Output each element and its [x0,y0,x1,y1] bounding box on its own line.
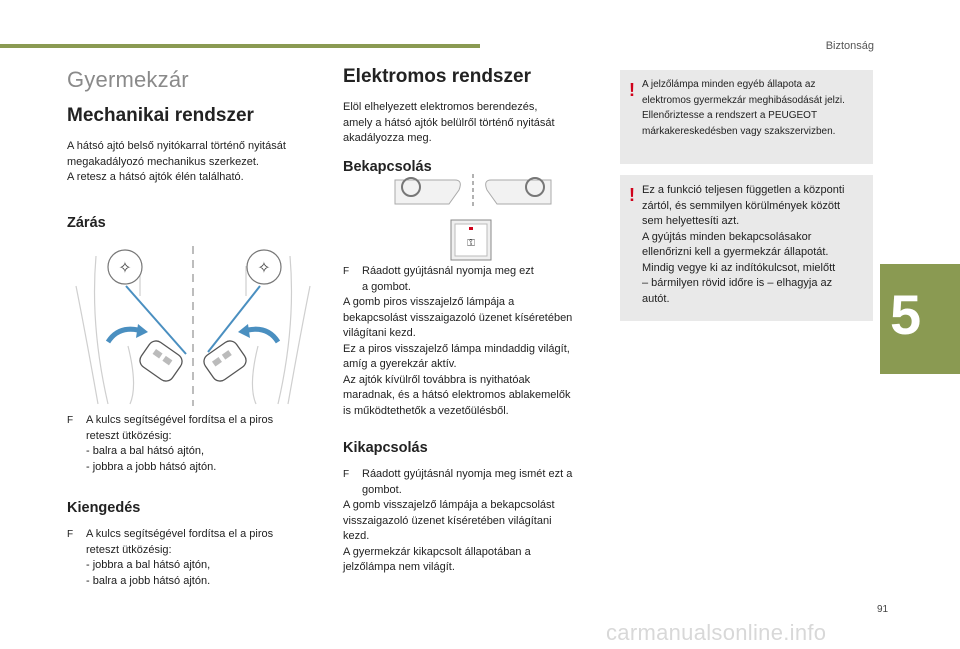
text-line: Ráadott gyújtásnál nyomja meg ezt [362,265,534,277]
text-line: jelzőlámpa nem világít. [343,561,455,573]
text-line: A kulcs segítségével fordítsa el a piros [86,528,274,540]
child-lock-button-illustration [393,172,553,262]
text-line: A kulcs segítségével fordítsa el a piros [86,414,274,426]
watermark-text: carmanualsonline.info [606,620,827,645]
text-line: világítani kezd. [343,327,416,339]
dashboard-right-icon [486,178,551,204]
svg-text:⚿: ⚿ [467,238,475,249]
heading-activation: Bekapcsolás [343,158,432,175]
text-line: amíg a gyerekzár aktív. [343,358,457,370]
text-line: is működtethetők a vezetőülésből. [343,404,509,417]
heading-deactivation: Kikapcsolás [343,440,428,456]
text-line: reteszt ütközésig: [86,429,172,442]
intro-paragraph [67,139,317,186]
text-line: megakadályozó mechanikus szerkezet. [67,155,259,168]
activation-bullet [343,264,605,295]
warning-icon: ! [629,80,635,100]
text-line: sem helyettesíti azt. [642,215,740,227]
child-lock-button-icon [451,220,491,260]
heading-unlocking: Kiengedés [67,500,141,516]
child-lock-icon-left [108,250,142,284]
heading-electric-system: Elektromos rendszer [343,66,531,87]
checkbox-icon: F [343,469,350,480]
text-line: A gomb piros visszajelző lámpája a [343,296,515,308]
locking-bullet [67,413,317,444]
svg-text:✧: ✧ [257,258,271,277]
unlocking-section [67,500,317,589]
text-line: A hátsó ajtó belső nyitókarral történő nyitását [67,140,286,152]
text-line: – bármilyen rövid időre is – elhagyja az [642,277,833,289]
text-line: bekapcsolást visszaigazoló üzenet kíséretében [343,311,573,324]
text-line: zártól, és semmilyen körülmények között [642,199,841,212]
chapter-number: 5 [890,283,922,346]
heading-mechanical-system: Mechanikai rendszer [67,105,254,126]
column-mechanical [67,60,317,231]
section-label: Biztonság [825,40,874,52]
text-line: Ez a piros visszajelző lámpa mindaddig világít, [343,342,570,355]
list-item: - jobbra a jobb hátsó ajtón. [86,460,217,473]
text-line: A gomb visszajelző lámpája a bekapcsolást [343,499,555,511]
page-title: Gyermekzár [67,67,189,92]
header-accent-bar [0,44,480,48]
text-line: amely a hátsó ajtók belülről történő nyitását [343,116,555,129]
text-line: Elöl elhelyezett elektromos berendezés, [343,101,538,113]
dashboard-left-icon [395,178,460,204]
text-line: A gyújtás minden bekapcsolásakor [642,230,812,243]
text-line: akadályozza meg. [343,132,432,144]
text-line: autót. [642,292,670,305]
list-item: - balra a bal hátsó ajtón, [86,445,205,457]
text-line: ellenőrizni kell a gyermekzár állapotát. [642,246,829,258]
text-line: kezd. [343,530,370,542]
text-line: gombot. [362,483,402,496]
text-line: márkakereskedésben vagy szakszervizben. [642,125,836,137]
text-line: Ráadott gyújtásnál nyomja meg ismét ezt a [362,468,573,480]
warning-icon: ! [629,185,635,205]
heading-locking: Zárás [67,214,106,231]
checkbox-icon: F [67,529,74,540]
text-line: A jelzőlámpa minden egyéb állapota az [642,79,816,90]
text-line: Az ajtók kívülről továbbra is nyithatóak [343,373,531,386]
rear-door-lock-illustration [68,246,318,406]
warning-box-malfunction [620,70,873,164]
svg-text:✧: ✧ [118,258,132,277]
text-line: Ez a funkció teljesen független a központi [642,184,845,196]
text-line: Mindig vegye ki az indítókulcsot, mielőtt [642,261,836,274]
text-line: A retesz a hátsó ajtók élén található. [67,171,244,183]
warning-box-independent [620,175,873,321]
electric-intro [343,100,603,147]
locking-instructions [67,413,317,475]
list-item: - balra a jobb hátsó ajtón. [86,574,211,587]
text-line: Ellenőriztesse a rendszert a PEUGEOT [642,110,818,121]
text-line: a gombot. [362,280,411,293]
list-item: - jobbra a bal hátsó ajtón, [86,559,211,571]
activation-body [343,264,605,576]
checkbox-icon: F [343,266,350,277]
text-line: A gyermekzár kikapcsolt állapotában a [343,545,531,558]
text-line: maradnak, és a hátsó elektromos ablakemelők [343,389,571,401]
page-number: 91 [877,604,889,615]
door-lock-diagram [68,246,318,406]
text-line: visszaigazoló üzenet kíséretében világítani [343,514,552,527]
child-lock-icon-right [247,250,281,284]
deactivation-bullet [343,467,605,498]
unlocking-bullet [67,527,317,558]
column-electric [343,60,603,175]
text-line: elektromos gyermekzár meghibásodását jelzi. [642,94,845,106]
text-line: reteszt ütközésig: [86,543,172,556]
checkbox-icon: F [67,415,74,426]
